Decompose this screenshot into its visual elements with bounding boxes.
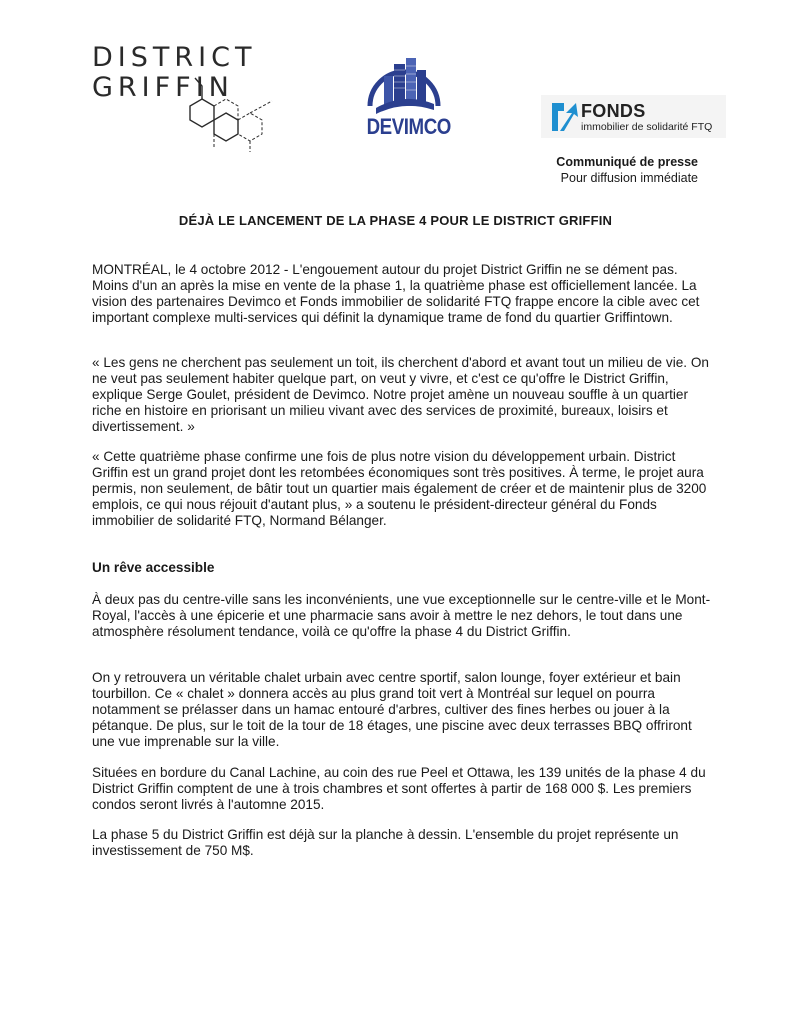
hexagon-logo-icon — [92, 44, 282, 159]
fonds-ftq-logo — [541, 95, 726, 138]
paragraph-quote-belanger: « Cette quatrième phase confirme une fois de plus notre vision du développement urbain. District Griffin est un grand projet dont les retombées économiques sont très positives. À terme, le projet aura permis, non seulement, de bâtir tout un quartier mais également de créer et de maintenir plus de 3200 emplois, ce qui nous réjouit d'autant plus, » a soutenu le président-directeur général du Fonds immobilier de solidarité FTQ, Normand Bélanger. — [92, 449, 707, 528]
release-status: Pour diffusion immédiate — [560, 171, 698, 185]
devimco-logo — [360, 42, 451, 144]
paragraph-amenities: On y retrouvera un véritable chalet urbain avec centre sportif, salon lounge, foyer extérieur et bain tourbillon. Ce « chalet » donnera accès au plus grand toit vert à Montréal sur lequel on pourra notamment se prélasser dans un hamac entouré d'arbres, cultiver des fines herbes ou jouer à la pétanque. De plus, sur le toit de la tour de 18 étages, une piscine avec deux terrasses BBQ offriront une vue imprenable sur la ville. — [92, 670, 692, 749]
press-release-label: Communiqué de presse — [556, 155, 698, 169]
paragraph-intro: MONTRÉAL, le 4 octobre 2012 - L'engouement autour du projet District Griffin ne se dément pas. Moins d'un an après la mise en vente de la phase 1, la quatrième phase est officiellement lancée. La vision des partenaires Devimco et Fonds immobilier de solidarité FTQ frappe encore la cible avec cet important complexe multi-services qui définit la dynamique trame de fond du quartier Griffintown. — [92, 262, 700, 325]
section-heading: Un rêve accessible — [92, 560, 215, 575]
buildings-icon — [360, 42, 448, 122]
fonds-subtitle: immobilier de solidarité FTQ — [581, 121, 713, 133]
devimco-wordmark: DEVIMCO — [366, 114, 451, 139]
paragraph-location: À deux pas du centre-ville sans les inconvénients, une vue exceptionnelle sur le centre-ville et le Mont-Royal, l'accès à une épicerie et une pharmacie sans avoir à mettre le nez dehors, le tout dans une atmosphère résolument tendance, voilà ce qu'offre la phase 4 du District Griffin. — [92, 592, 711, 639]
logo-text-district: DISTRICT — [92, 42, 257, 73]
fonds-arrow-icon — [550, 101, 580, 133]
district-griffin-logo — [92, 44, 282, 159]
paragraph-quote-goulet: « Les gens ne cherchent pas seulement un toit, ils cherchent d'abord et avant tout un milieu de vie. On ne veut pas seulement habiter quelque part, on veut y vivre, et c'est ce qu'offre le District Griffin, explique Serge Goulet, président de Devimco. Notre projet amène un nouveau souffle à un quartier riche en histoire en priorisant un milieu vivant avec des services de proximité, bureaux, loisirs et divertissement. » — [92, 355, 709, 434]
logo-text-griffin: GRIFFIN — [92, 72, 234, 103]
paragraph-phase5: La phase 5 du District Griffin est déjà sur la planche à dessin. L'ensemble du projet représente un investissement de 750 M$. — [92, 827, 679, 858]
headline: DÉJÀ LE LANCEMENT DE LA PHASE 4 POUR LE DISTRICT GRIFFIN — [178, 213, 613, 228]
paragraph-units: Situées en bordure du Canal Lachine, au coin des rue Peel et Ottawa, les 139 unités de la phase 4 du District Griffin comptent de une à trois chambres et sont offertes à partir de 168 000 $. Les premiers condos seront livrés à l'automne 2015. — [92, 765, 706, 812]
fonds-title: FONDS — [581, 101, 646, 121]
